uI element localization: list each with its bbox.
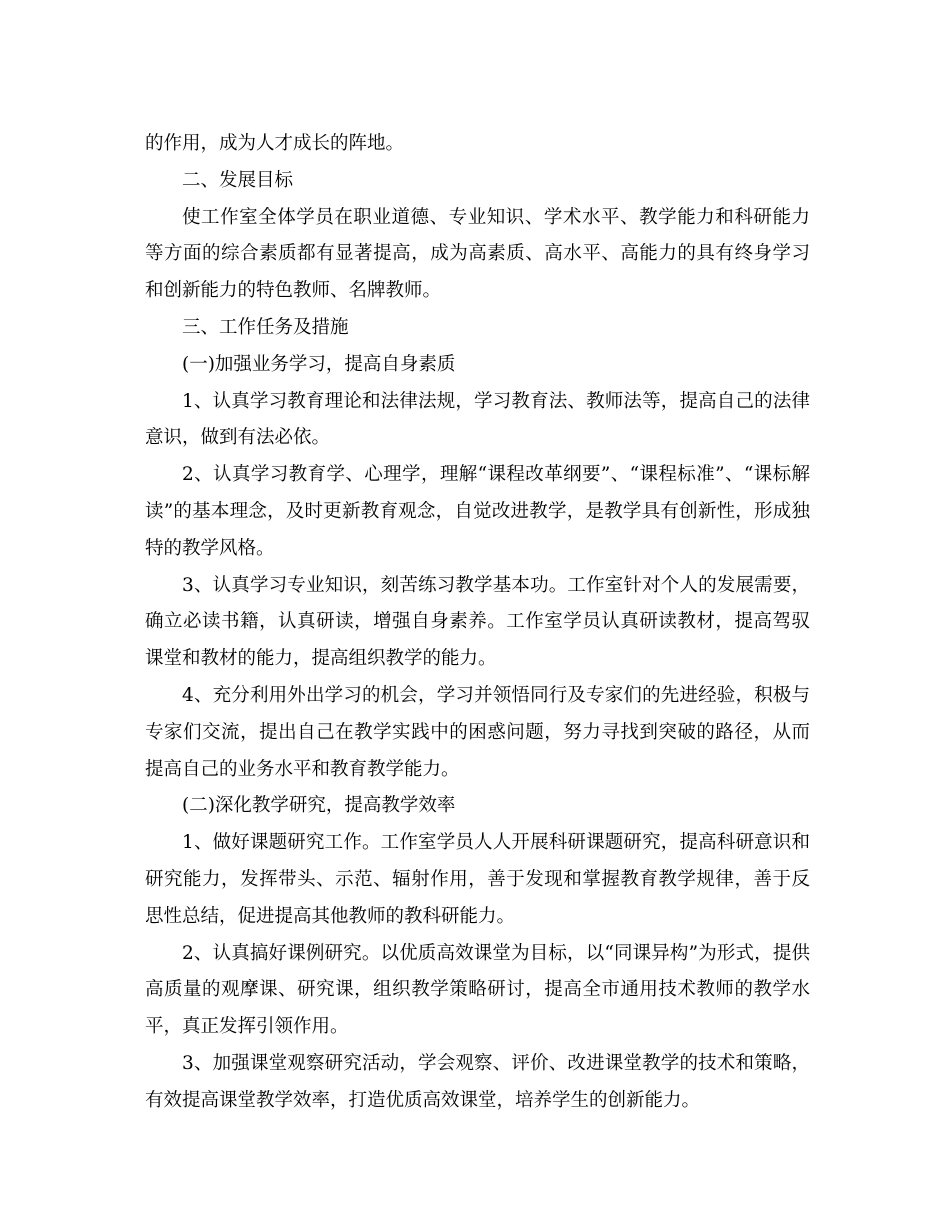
list-item-study-4: 4、充分利用外出学习的机会，学习并领悟同行及专家们的先进经验，积极与专家们交流，提出自己在教学实践中的困惑问题，努力寻找到突破的路径，从而提高自己的业务水平和教育教学能力。 (145, 684, 810, 780)
list-item-study-1: 1、认真学习教育理论和法律法规，学习教育法、教师法等，提高自己的法律意识，做到有法必依。 (145, 390, 810, 449)
paragraph-goals: 使工作室全体学员在职业道德、专业知识、学术水平、教学能力和科研能力等方面的综合素质都有显著提高，成为高素质、高水平、高能力的具有终身学习和创新能力的特色教师、名牌教师。 (145, 206, 810, 302)
paragraph-1: 的作用，成为人才成长的阵地。 (145, 133, 405, 154)
list-item-research-2: 2、认真搞好课例研究。以优质高效课堂为目标，以“同课异构”为形式，提供高质量的观摩课、研究课，组织教学策略研讨，提高全市通用技术教师的教学水平，真正发挥引领作用。 (145, 942, 810, 1038)
list-item-study-2: 2、认真学习教育学、心理学，理解“课程改革纲要”、“课程标准”、“课标解读”的基本理念，及时更新教育观念，自觉改进教学，是教学具有创新性，形成独特的教学风格。 (145, 464, 810, 559)
list-item-research-3: 3、加强课堂观察研究活动，学会观察、评价、改进课堂教学的技术和策略，有效提高课堂教学效率，打造优质高效课堂，培养学生的创新能力。 (145, 1052, 810, 1111)
document-body (145, 126, 810, 1120)
subsection-heading-research: (二)深化教学研究，提高教学效率 (182, 795, 456, 817)
list-item-study-3: 3、认真学习专业知识，刻苦练习教学基本功。工作室针对个人的发展需要，确立必读书籍，认真研读，增强自身素养。工作室学员认真研读教材，提高驾驭课堂和教材的能力，提高组织教学的能力。 (145, 574, 810, 670)
list-item-research-1: 1、做好课题研究工作。工作室学员人人开展科研课题研究，提高科研意识和研究能力，发挥带头、示范、辐射作用，善于发现和掌握教育教学规律，善于反思性总结，促进提高其他教师的教科研能力。 (145, 832, 810, 927)
section-heading-tasks: 三、工作任务及措施 (182, 316, 349, 338)
section-heading-goals: 二、发展目标 (182, 169, 294, 191)
subsection-heading-study: (一)加强业务学习，提高自身素质 (182, 353, 456, 375)
